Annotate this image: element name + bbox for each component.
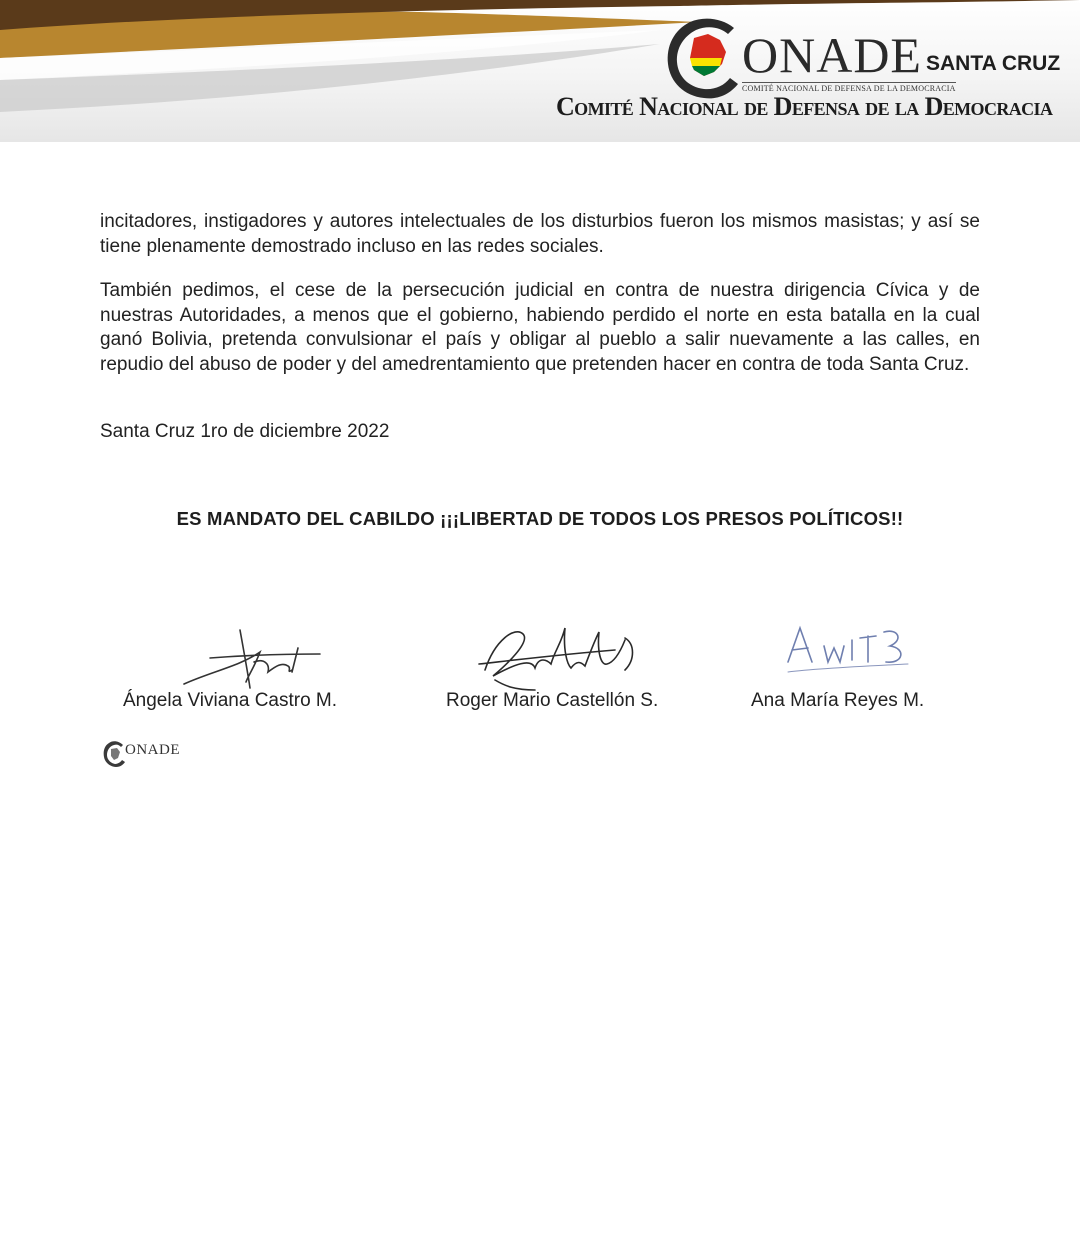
mandate-statement: ES MANDATO DEL CABILDO ¡¡¡LIBERTAD DE TODOS LOS PRESOS POLÍTICOS!! <box>176 508 904 529</box>
footer-conade-emblem-icon <box>103 740 127 768</box>
logo-wordmark: ONADE <box>742 27 922 83</box>
paragraph-2: También pedimos, el cese de la persecución judicial en contra de nuestra dirigencia Cívica y de nuestras Autoridades, a menos que el gobierno, habiendo perdido el norte en esta batalla en la cual ganó Bolivia, pretenda convulsionar el país y obligar al pueblo a salir nuevamente a las calles, en repudio del abuso de poder y del amedrentamiento que pretenden hacer en contra de toda Santa Cruz. <box>100 280 980 375</box>
signatory-name-3: Ana María Reyes M. <box>751 690 925 711</box>
signature-angela <box>180 622 330 692</box>
footer-logo-wordmark: ONADE <box>125 742 180 758</box>
paragraph-1: incitadores, instigadores y autores intelectuales de los disturbios fueron los mismos masistas; y así se tiene plenamente demostrado incluso en las redes sociales. <box>100 211 980 257</box>
date-line: Santa Cruz 1ro de diciembre 2022 <box>100 421 390 442</box>
bolivia-map-emblem-icon <box>664 14 748 102</box>
logo-city: SANTA CRUZ <box>926 52 1061 75</box>
signatory-name-2: Roger Mario Castellón S. <box>446 690 659 711</box>
logo-subtitle: COMITÉ NACIONAL DE DEFENSA DE LA DEMOCRACIA <box>742 84 956 93</box>
signature-ana <box>780 618 915 678</box>
signatory-name-1: Ángela Viviana Castro M. <box>123 690 338 711</box>
header-title: Comité Nacional de Defensa de la Democracia <box>556 92 1053 121</box>
letterhead <box>0 0 1080 142</box>
signature-roger <box>475 620 645 695</box>
